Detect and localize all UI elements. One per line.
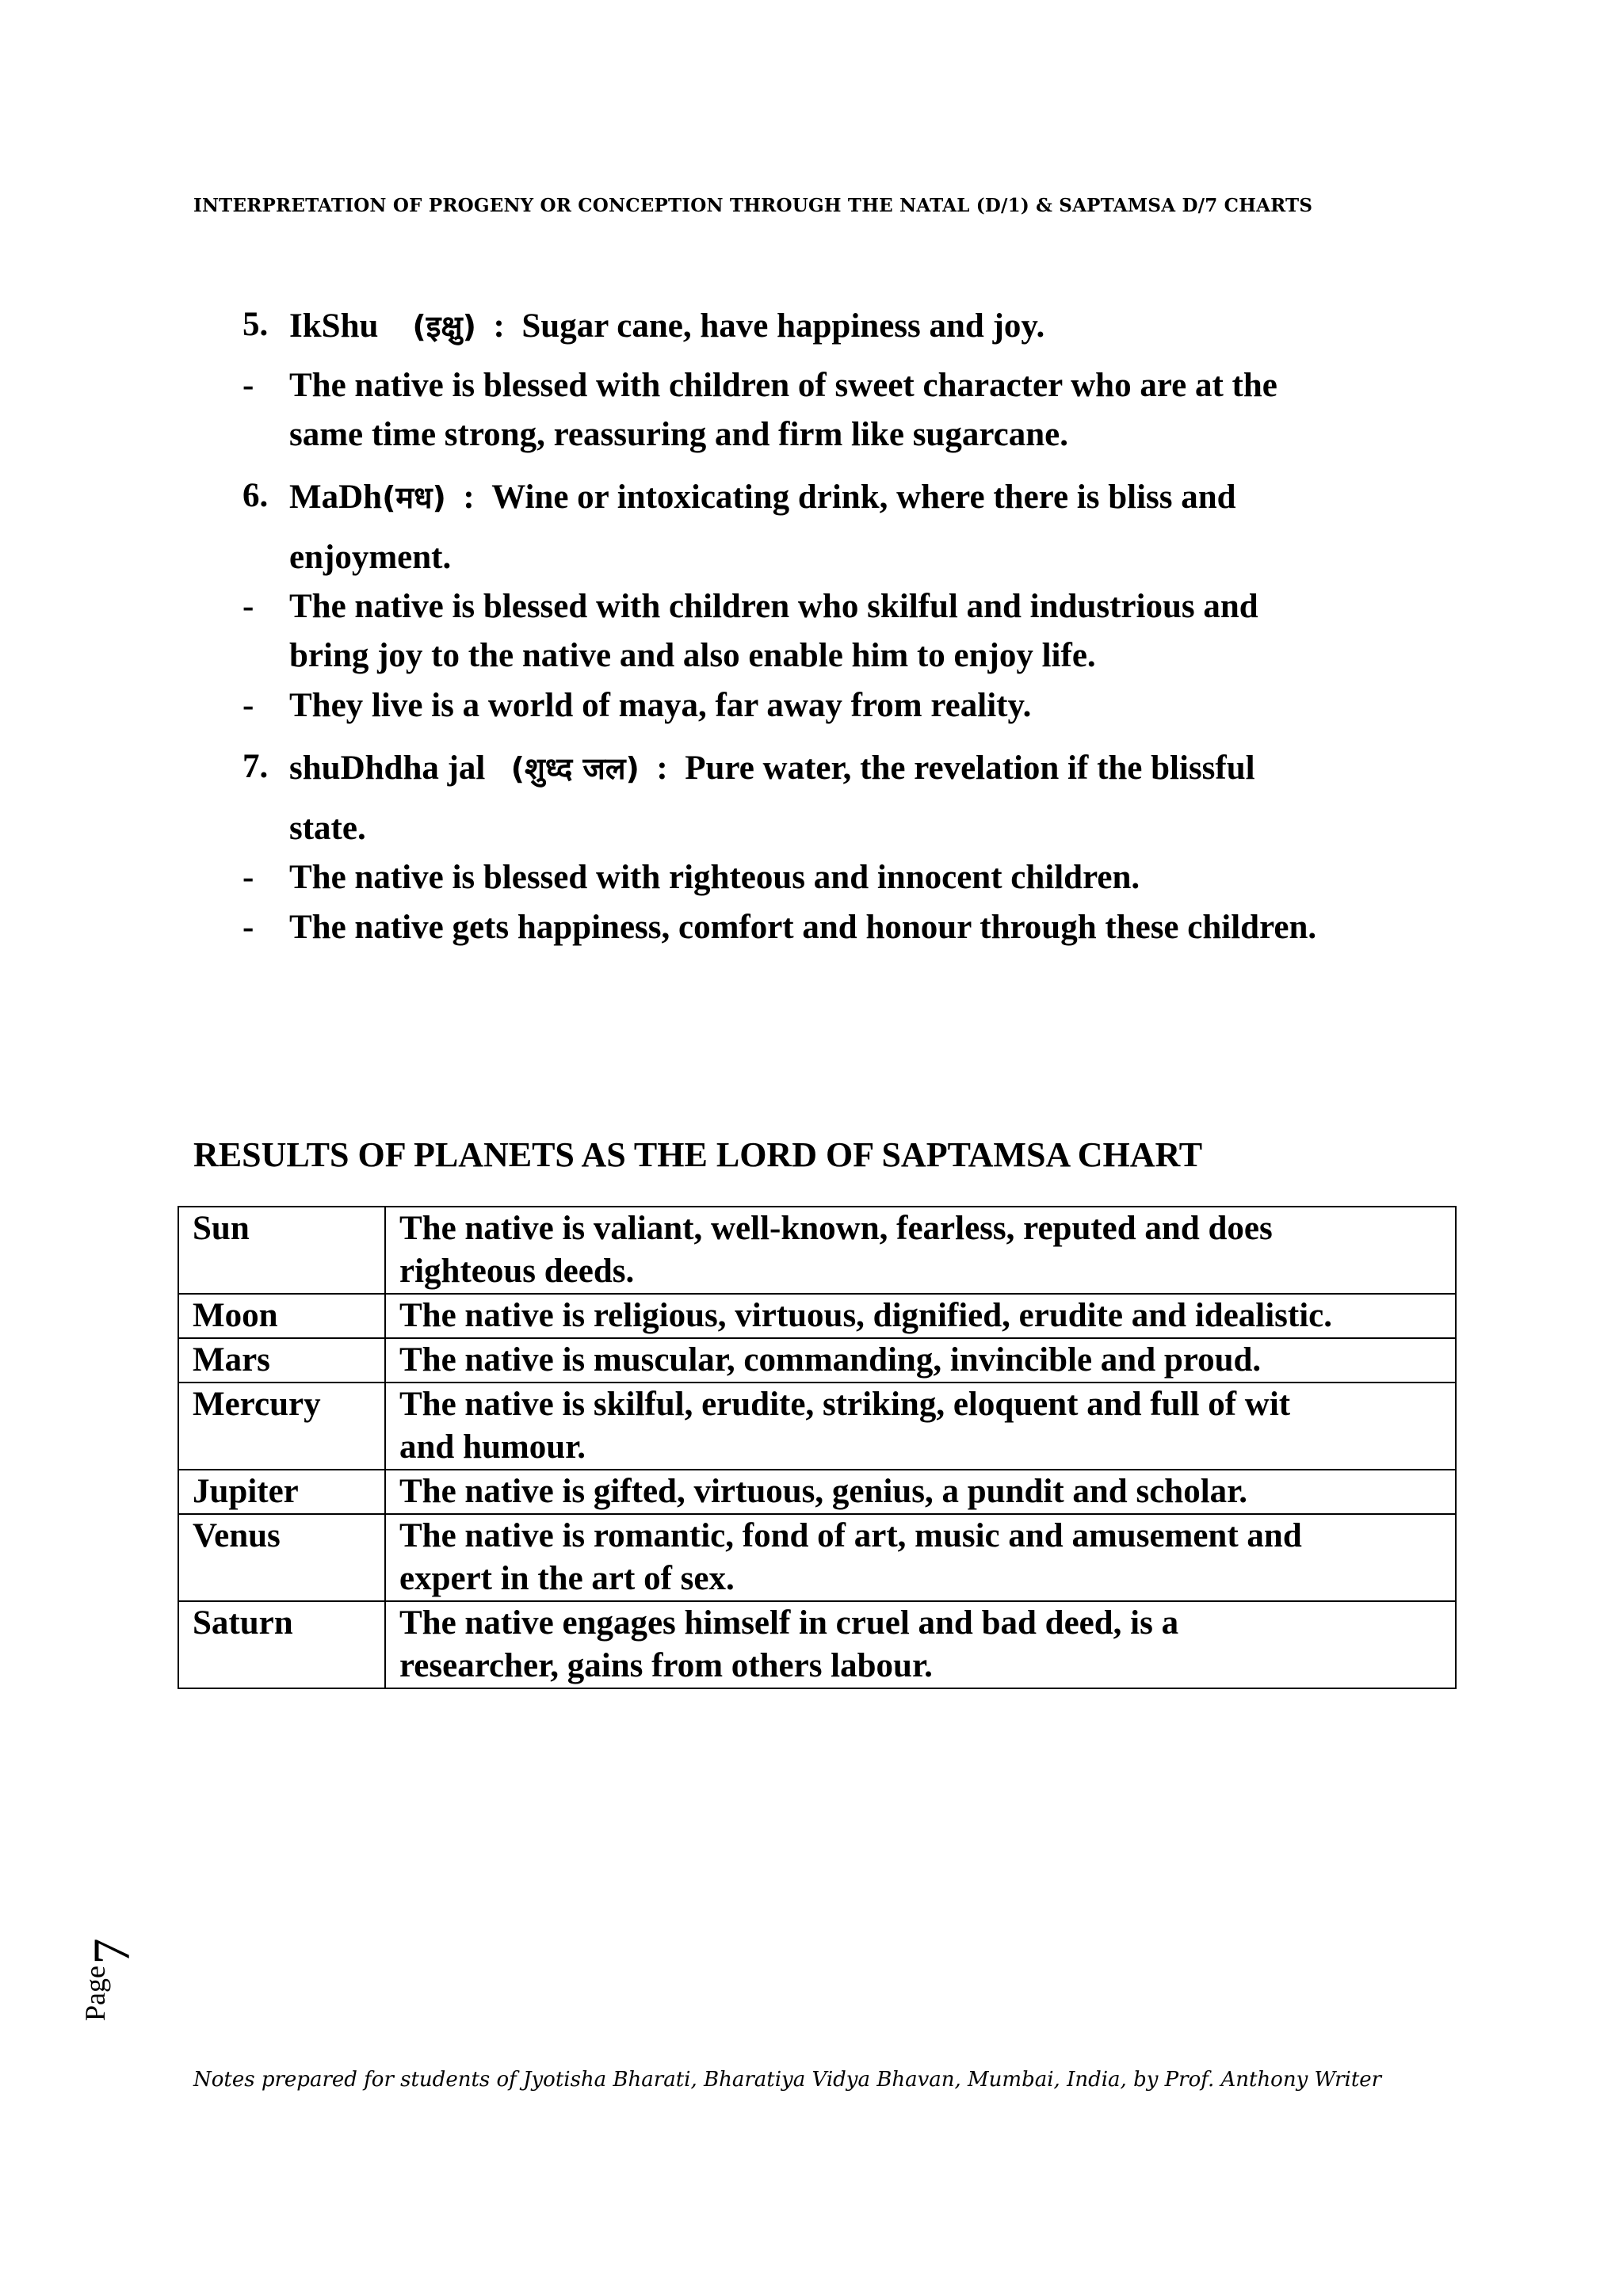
table-row [178, 1383, 1456, 1470]
description-cell [385, 1514, 1456, 1601]
description-line: The native engages himself in cruel and bad deed, is a [399, 1604, 1179, 1642]
term-meaning-continued: state. [289, 810, 366, 847]
term-colon: : [493, 307, 505, 345]
description-cell [385, 1601, 1456, 1688]
term-devanagari: (इक्षु) [412, 309, 477, 344]
term-colon: : [656, 749, 668, 787]
bullet-dash: - [242, 859, 254, 896]
table-row [178, 1514, 1456, 1601]
item-number: 6. [242, 477, 269, 514]
planet-cell: Venus [178, 1514, 385, 1601]
planet-cell: Mars [178, 1338, 385, 1383]
footer-note: Notes prepared for students of Jyotisha Bharati, Bharatiya Vidya Bhavan, Mumbai, India, by Prof. Anthony Writer [193, 2068, 1382, 2092]
bullet-dash: - [242, 687, 254, 724]
description-cell [385, 1383, 1456, 1470]
description-cell [385, 1338, 1456, 1383]
description-line: researcher, gains from others labour. [399, 1647, 933, 1684]
planet-cell: Jupiter [178, 1470, 385, 1514]
table-row [178, 1470, 1456, 1514]
term-devanagari: (मध) [382, 480, 446, 515]
description-line: righteous deeds. [399, 1253, 635, 1290]
term-meaning-continued: enjoyment. [289, 539, 452, 576]
page-label: Page [78, 1966, 111, 2021]
bullet-dash: - [242, 367, 254, 404]
bullet-dash: - [242, 909, 254, 946]
term-name: IkShu [289, 307, 379, 345]
description-line: The native is religious, virtuous, dignified, erudite and idealistic. [399, 1297, 1333, 1334]
term-devanagari: (शुध्द जल) [510, 751, 640, 786]
item-term [289, 305, 1044, 346]
page-number-marker [78, 1929, 158, 2024]
term-colon: : [463, 479, 475, 516]
bullet-text-continued: bring joy to the native and also enable him to enjoy life. [289, 637, 1096, 674]
item-number: 7. [242, 748, 269, 785]
table-row [178, 1294, 1456, 1338]
description-line: and humour. [399, 1428, 586, 1466]
table-row [178, 1207, 1456, 1294]
bullet-text: The native gets happiness, comfort and honour through these children. [289, 909, 1317, 946]
item-term [289, 747, 1255, 788]
term-meaning: Wine or intoxicating drink, where there is bliss and [491, 479, 1236, 516]
description-line: The native is gifted, virtuous, genius, a pundit and scholar. [399, 1473, 1248, 1510]
section-title: RESULTS OF PLANETS AS THE LORD OF SAPTAMSA CHART [193, 1135, 1203, 1174]
planet-cell: Moon [178, 1294, 385, 1338]
bullet-text: They live is a world of maya, far away from reality. [289, 687, 1032, 724]
bullet-dash: - [242, 588, 254, 625]
description-line: The native is romantic, fond of art, music and amusement and [399, 1517, 1302, 1554]
description-line: The native is muscular, commanding, invincible and proud. [399, 1341, 1262, 1379]
term-name: MaDh [289, 479, 383, 516]
planet-cell: Mercury [178, 1383, 385, 1470]
term-meaning: Pure water, the revelation if the blissful [685, 749, 1255, 787]
bullet-text: The native is blessed with children who skilful and industrious and [289, 588, 1258, 625]
description-line: expert in the art of sex. [399, 1560, 735, 1597]
item-term [289, 476, 1236, 517]
description-cell [385, 1207, 1456, 1294]
running-header: INTERPRETATION OF PROGENY OR CONCEPTION THROUGH THE NATAL (D/1) & SAPTAMSA D/7 CHARTS [193, 195, 1313, 216]
planets-results-table [178, 1206, 1457, 1689]
term-meaning: Sugar cane, have happiness and joy. [521, 307, 1045, 345]
item-number: 5. [242, 306, 269, 343]
description-cell [385, 1470, 1456, 1514]
table-row [178, 1601, 1456, 1688]
planet-cell: Sun [178, 1207, 385, 1294]
table-row [178, 1338, 1456, 1383]
bullet-text-continued: same time strong, reassuring and firm like sugarcane. [289, 416, 1068, 453]
page-number: 7 [82, 1938, 141, 1965]
bullet-text: The native is blessed with righteous and innocent children. [289, 859, 1140, 896]
description-cell [385, 1294, 1456, 1338]
planet-cell: Saturn [178, 1601, 385, 1688]
term-name: shuDhdha jal [289, 749, 486, 787]
bullet-text: The native is blessed with children of sweet character who are at the [289, 367, 1277, 404]
description-line: The native is valiant, well-known, fearless, reputed and does [399, 1210, 1273, 1247]
description-line: The native is skilful, erudite, striking, eloquent and full of wit [399, 1386, 1291, 1423]
